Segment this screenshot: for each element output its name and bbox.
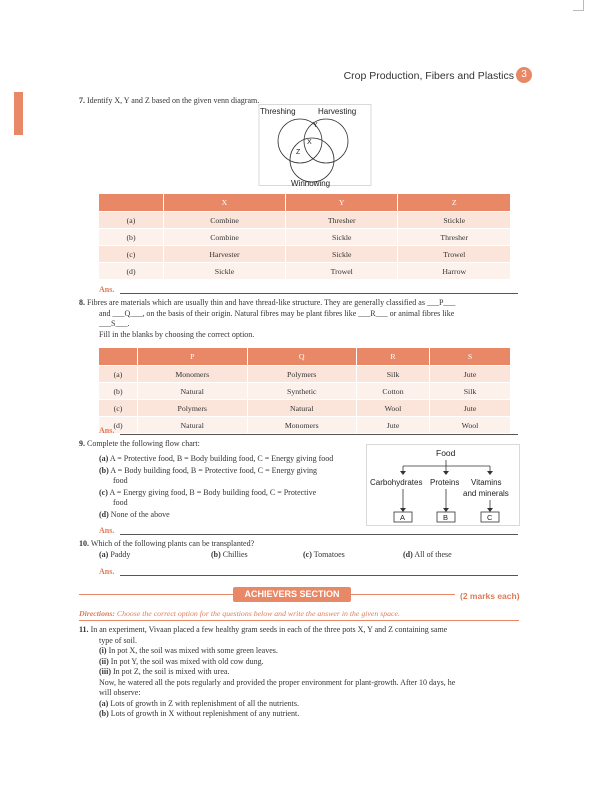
- venn-x-label: X: [307, 139, 312, 146]
- option-label: (c): [303, 550, 312, 559]
- table-cell: (b): [99, 229, 164, 246]
- question-number: 8.: [79, 298, 85, 307]
- option-text: Paddy: [110, 550, 131, 559]
- option-label: (d): [403, 550, 413, 559]
- table-cell: Natural: [138, 417, 248, 434]
- question-text: type of soil.: [99, 635, 137, 645]
- minerals-label: and minerals: [463, 489, 509, 498]
- table-row: [99, 383, 511, 400]
- table-row: [99, 417, 511, 434]
- winnowing-label: Winnowing: [291, 179, 331, 188]
- vitamins-label: Vitamins: [471, 478, 502, 487]
- table-cell: Jute: [430, 400, 511, 417]
- q9-options: [99, 454, 361, 520]
- winnowing-circle: [290, 138, 334, 182]
- question-7: [79, 96, 259, 107]
- item-label: (ii): [99, 656, 109, 666]
- table-cell: Wool: [430, 417, 511, 434]
- question-text: Complete the following flow chart:: [87, 439, 200, 448]
- q10-option-b: [211, 550, 248, 561]
- table-cell: (c): [99, 246, 164, 263]
- table-header: Y: [285, 194, 398, 212]
- table-cell: Harvester: [164, 246, 286, 263]
- table-cell: Sickle: [164, 263, 286, 280]
- table-header: [99, 194, 164, 212]
- item-text: In pot Y, the soil was mixed with old cow dung.: [110, 656, 264, 666]
- option-text: A = Body building food, B = Protective food, C = Energy giving: [110, 465, 318, 475]
- question-text: Now, he watered all the pots regularly and provided the proper environment for plant-growth. After 10 days, he: [99, 677, 456, 687]
- food-flow-chart: [366, 444, 520, 526]
- option-text: Lots of growth in X without replenishment of any nutrient.: [110, 709, 300, 718]
- option-text: Tomatoes: [313, 550, 345, 559]
- option-label: (b): [99, 465, 109, 475]
- table-cell: Cotton: [357, 383, 430, 400]
- table-row: [99, 366, 511, 383]
- table-row: [99, 246, 511, 263]
- question-number: 11.: [79, 625, 89, 634]
- table-cell: Wool: [357, 400, 430, 417]
- table-cell: Jute: [430, 366, 511, 383]
- table-cell: Silk: [357, 366, 430, 383]
- table-header: X: [164, 194, 286, 212]
- question-10: [79, 539, 254, 550]
- option-text: None of the above: [110, 509, 170, 519]
- proteins-label: Proteins: [430, 478, 460, 487]
- option-label: (a): [99, 698, 109, 708]
- table-cell: Polymers: [138, 400, 248, 417]
- venn-diagram: [256, 104, 376, 190]
- harvesting-label: Harvesting: [318, 107, 357, 116]
- table-cell: (d): [99, 263, 164, 280]
- option-label: (b): [99, 709, 109, 718]
- table-header: Z: [398, 194, 511, 212]
- table-cell: Combine: [164, 212, 286, 229]
- table-cell: (d): [99, 417, 138, 434]
- item-label: (iii): [99, 667, 111, 676]
- question-9: [79, 439, 200, 450]
- question-text: Which of the following plants can be transplanted?: [90, 539, 255, 548]
- directions-rule: [79, 620, 519, 621]
- table-cell: Natural: [247, 400, 357, 417]
- q10-option-a: [99, 550, 130, 561]
- table-row: [99, 229, 511, 246]
- table-cell: Polymers: [247, 366, 357, 383]
- table-cell: Trowel: [285, 263, 398, 280]
- option-label: (a): [99, 454, 109, 463]
- table-cell: (b): [99, 383, 138, 400]
- question-number: 10.: [79, 539, 89, 548]
- answer-line[interactable]: [120, 293, 518, 294]
- table-row: [99, 400, 511, 417]
- q10-option-d: [403, 550, 452, 561]
- table-cell: (a): [99, 212, 164, 229]
- directions-label: Directions:: [79, 609, 115, 618]
- question-text: In an experiment, Vivaan placed a few healthy gram seeds in each of the three pots X, Y and Z containing same: [90, 625, 448, 634]
- marks-note: (2 marks each): [460, 591, 520, 601]
- table-cell: Natural: [138, 383, 248, 400]
- answer-label: Ans.: [99, 526, 115, 535]
- table-cell: (c): [99, 400, 138, 417]
- option-text: A = Energy giving food, B = Body building food, C = Protective: [109, 487, 317, 497]
- table-cell: Silk: [430, 383, 511, 400]
- question-number: 7.: [79, 96, 85, 105]
- chapter-tab-marker: [14, 92, 23, 135]
- food-label: Food: [436, 448, 456, 458]
- table-cell: Sickle: [285, 246, 398, 263]
- table-cell: Synthetic: [247, 383, 357, 400]
- option-text: All of these: [414, 550, 452, 559]
- table-cell: Stickle: [398, 212, 511, 229]
- table-cell: Harrow: [398, 263, 511, 280]
- question-text: will observe:: [99, 688, 141, 697]
- crop-mark: [573, 0, 584, 11]
- table-header: P: [138, 348, 248, 366]
- option-text: food: [113, 476, 128, 485]
- page-number-badge: 3: [516, 67, 532, 83]
- q7-options-table: [99, 194, 511, 279]
- table-header: [99, 348, 138, 366]
- section-rule-right: [351, 594, 455, 595]
- question-text: Fibres are materials which are usually thin and have thread-like structure. They are generally classified as ___P___: [87, 298, 456, 307]
- table-cell: Trowel: [398, 246, 511, 263]
- table-header: Q: [247, 348, 357, 366]
- table-cell: Jute: [357, 417, 430, 434]
- table-header: R: [357, 348, 430, 366]
- question-8: [79, 298, 519, 340]
- box-c-label: C: [487, 513, 493, 522]
- option-label: (c): [99, 487, 108, 497]
- item-text: In pot X, the soil was mixed with some green leaves.: [108, 646, 278, 655]
- venn-z-label: Z: [296, 149, 301, 156]
- table-cell: Thresher: [398, 229, 511, 246]
- option-label: (b): [211, 550, 221, 559]
- directions-text: Choose the correct option for the questions below and write the answer in the given space.: [116, 609, 400, 618]
- answer-line[interactable]: [120, 434, 518, 435]
- table-cell: Monomers: [247, 417, 357, 434]
- answer-label: Ans.: [99, 426, 115, 435]
- table-cell: Thresher: [285, 212, 398, 229]
- question-text: and ___Q___, on the basis of their origin. Natural fibres may be plant fibres like ___R___ or animal fibres like: [99, 308, 455, 318]
- directions: [79, 609, 400, 618]
- option-text: A = Protective food, B = Body building food, C = Energy giving food: [109, 454, 334, 463]
- box-a-label: A: [400, 513, 406, 522]
- item-text: In pot Z, the soil is mixed with urea.: [113, 667, 230, 676]
- carbohydrates-label: Carbohydrates: [370, 478, 423, 487]
- q10-option-c: [303, 550, 345, 561]
- question-text: ___S___.: [99, 319, 130, 328]
- table-row: [99, 212, 511, 229]
- item-label: (i): [99, 646, 107, 655]
- option-text: Chillies: [222, 550, 248, 559]
- question-number: 9.: [79, 439, 85, 448]
- achievers-section-banner: ACHIEVERS SECTION: [233, 587, 351, 602]
- answer-label: Ans.: [99, 567, 115, 576]
- option-text: Lots of growth in Z with replenishment of all the nutrients.: [110, 698, 299, 708]
- question-text: Identify X, Y and Z based on the given venn diagram.: [87, 96, 260, 105]
- section-rule-left: [79, 594, 233, 595]
- box-b-label: B: [443, 513, 449, 522]
- option-label: (a): [99, 550, 109, 559]
- question-text: Fill in the blanks by choosing the correct option.: [99, 329, 255, 339]
- threshing-label: Threshing: [260, 107, 296, 116]
- table-cell: Combine: [164, 229, 286, 246]
- chapter-title: Crop Production, Fibers and Plastics: [343, 70, 514, 82]
- table-cell: (a): [99, 366, 138, 383]
- q8-options-table: [99, 348, 511, 433]
- table-row: [99, 263, 511, 280]
- answer-line[interactable]: [120, 534, 518, 535]
- answer-line[interactable]: [120, 575, 518, 576]
- option-text: food: [113, 498, 128, 507]
- table-header: S: [430, 348, 511, 366]
- question-11: [79, 625, 521, 720]
- table-cell: Monomers: [138, 366, 248, 383]
- venn-y-label: Y: [313, 122, 318, 129]
- venn-frame: [259, 105, 371, 186]
- option-label: (d): [99, 509, 109, 519]
- answer-label: Ans.: [99, 285, 115, 294]
- table-cell: Sickle: [285, 229, 398, 246]
